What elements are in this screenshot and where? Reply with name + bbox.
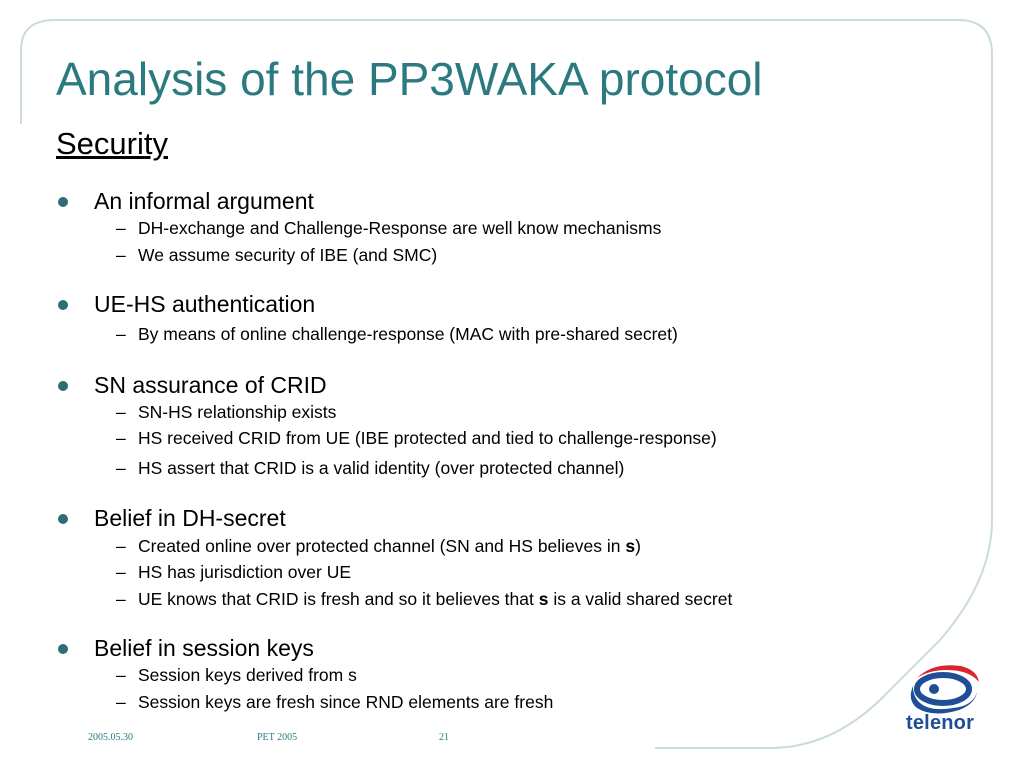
sub-bullet-item xyxy=(116,536,641,557)
footer-date: 2005.05.30 xyxy=(88,732,133,743)
sub-bullet-text xyxy=(138,589,732,610)
sub-bullet-item xyxy=(116,562,351,583)
sub-text-bold-part: s xyxy=(625,536,636,556)
dash-marker: – xyxy=(116,589,126,609)
sub-bullet-text: SN-HS relationship exists xyxy=(138,402,337,422)
slide-title: Analysis of the PP3WAKA protocol xyxy=(56,53,763,105)
bullet-text: UE-HS authentication xyxy=(94,291,316,317)
bullet-item xyxy=(56,635,314,662)
sub-bullet-item xyxy=(116,324,678,345)
sub-bullet-text: We assume security of IBE (and SMC) xyxy=(138,245,438,265)
sub-text-part: Created online over protected channel (SN and HS believes in xyxy=(138,536,626,556)
bullet-text: SN assurance of CRID xyxy=(94,372,327,398)
bullet-dot-icon xyxy=(58,514,68,524)
sub-bullet-item xyxy=(116,458,624,479)
bullet-item xyxy=(56,291,315,318)
bullet-dot-icon xyxy=(58,381,68,391)
dash-marker: – xyxy=(116,458,126,478)
sub-bullet-text: Session keys derived from s xyxy=(138,665,357,685)
slide-subtitle: Security xyxy=(56,126,168,161)
bullet-item xyxy=(56,372,327,399)
dash-marker: – xyxy=(116,692,126,712)
sub-bullet-text: By means of online challenge-response (MAC with pre-shared secret) xyxy=(138,324,678,344)
bullet-text: An informal argument xyxy=(94,188,314,214)
dash-marker: – xyxy=(116,245,126,265)
sub-bullet-text: Session keys are fresh since RND elements are fresh xyxy=(138,692,554,712)
sub-bullet-text: HS received CRID from UE (IBE protected and tied to challenge-response) xyxy=(138,428,717,448)
sub-bullet-text: DH-exchange and Challenge-Response are well know mechanisms xyxy=(138,218,662,238)
sub-text-part: ) xyxy=(635,536,641,556)
bullet-dot-icon xyxy=(58,644,68,654)
sub-bullet-item xyxy=(116,218,661,239)
bullet-text: Belief in session keys xyxy=(94,635,314,661)
dash-marker: – xyxy=(116,402,126,422)
sub-bullet-item xyxy=(116,245,437,266)
bullet-dot-icon xyxy=(58,300,68,310)
bullet-dot-icon xyxy=(58,197,68,207)
bullet-item xyxy=(56,505,286,532)
sub-bullet-item xyxy=(116,402,336,423)
dash-marker: – xyxy=(116,536,126,556)
sub-bullet-text: HS assert that CRID is a valid identity (over protected channel) xyxy=(138,458,625,478)
sub-bullet-item xyxy=(116,589,732,610)
sub-text-part: UE knows that CRID is fresh and so it believes that xyxy=(138,589,539,609)
dash-marker: – xyxy=(116,428,126,448)
dash-marker: – xyxy=(116,665,126,685)
sub-text-part: is a valid shared secret xyxy=(548,589,733,609)
sub-text-bold-part: s xyxy=(538,589,549,609)
bullet-text: Belief in DH-secret xyxy=(94,505,286,531)
bullet-item xyxy=(56,188,314,215)
sub-bullet-text xyxy=(138,536,641,557)
sub-bullet-item xyxy=(116,692,553,713)
sub-bullet-item xyxy=(116,665,357,686)
dash-marker: – xyxy=(116,218,126,238)
footer-page-number: 21 xyxy=(439,732,449,743)
sub-bullet-item xyxy=(116,428,717,449)
dash-marker: – xyxy=(116,324,126,344)
dash-marker: – xyxy=(116,562,126,582)
footer-event: PET 2005 xyxy=(257,732,298,743)
telenor-logo-text: telenor xyxy=(906,712,975,734)
sub-bullet-text: HS has jurisdiction over UE xyxy=(138,562,351,582)
